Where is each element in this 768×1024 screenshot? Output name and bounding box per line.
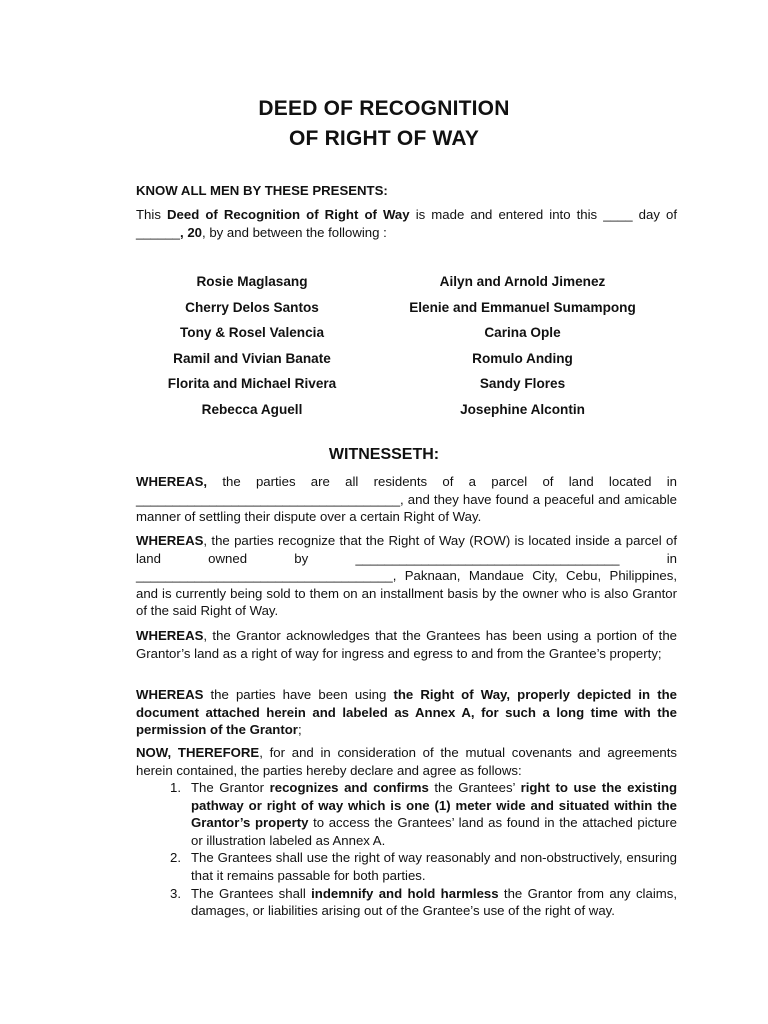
whereas-paragraph-1: WHEREAS, the parties are all residents of a parcel of land located in ____________________________________, and they have found a peaceful and amicable manner of settling their dispute over a certain Right of Way. [136, 474, 677, 525]
document-title-line-2: OF RIGHT OF WAY [288, 127, 480, 150]
list-item-text: The Grantees shall use the right of way reasonably and non-obstructively, ensuring that it remains passable for both parties. [191, 850, 677, 883]
party-name: Rosie Maglasang [196, 274, 308, 290]
witnesseth-heading: WITNESSETH: [328, 446, 440, 463]
party-name: Josephine Alcontin [460, 401, 585, 417]
party-name: Ailyn and Arnold Jimenez [439, 274, 606, 290]
party-row [136, 346, 677, 372]
party-row [136, 320, 677, 346]
whereas-paragraph-2: WHEREAS, the parties recognize that the Right of Way (ROW) is located inside a parcel of land owned by ____________________________________ in ___________________________________, Paknaan, Mandaue City, Cebu, Philippines, and is currently being sold to them on an installment basis by the owner who is also Grantor of the said Right of Way. [136, 533, 677, 619]
whereas-paragraph-3: WHEREAS, the Grantor acknowledges that the Grantees has been using a portion of the Grantor’s land as a right of way for ingress and egress to and from the Grantee’s property; [136, 628, 677, 661]
list-item [136, 849, 677, 884]
list-item-text: The Grantor recognizes and confirms the Grantees’ right to use the existing pathway or right of way which is one (1) meter wide and situated within the Grantor’s property to access the Grantees’ land as found in the attached picture or illustration labeled as Annex A. [191, 780, 677, 848]
party-name: Sandy Flores [479, 376, 566, 392]
party-name: Elenie and Emmanuel Sumampong [409, 299, 636, 315]
party-name: Rebecca Aguell [201, 401, 303, 417]
party-row [136, 397, 677, 423]
whereas-paragraph-4: WHEREAS the parties have been using the Right of Way, properly depicted in the document attached herein and labeled as Annex A, for such a long time with the permission of the Grantor; [136, 687, 677, 738]
agreement-list [136, 779, 677, 920]
list-number: 3. [170, 885, 181, 901]
party-row [136, 269, 677, 295]
party-name: Ramil and Vivian Banate [173, 350, 331, 366]
preamble-heading: KNOW ALL MEN BY THESE PRESENTS: [136, 183, 388, 198]
party-row [136, 295, 677, 321]
document-title-line-1: DEED OF RECOGNITION [258, 97, 510, 120]
party-row [136, 371, 677, 397]
list-item [136, 779, 677, 849]
intro-paragraph: This Deed of Recognition of Right of Way is made and entered into this ____ day of ______, 20, by and between the following : [136, 207, 677, 240]
party-name: Romulo Anding [472, 350, 573, 366]
now-therefore-paragraph: NOW, THEREFORE, for and in consideration of the mutual covenants and agreements herein contained, the parties hereby declare and agree as follows: [136, 745, 678, 778]
list-item-text: The Grantees shall indemnify and hold harmless the Grantor from any claims, damages, or liabilities arising out of the Grantee’s use of the right of way. [191, 885, 677, 919]
party-name: Florita and Michael Rivera [167, 376, 337, 392]
list-number: 1. [170, 780, 181, 795]
party-name: Tony & Rosel Valencia [179, 325, 325, 341]
list-number: 2. [170, 850, 181, 866]
list-item [136, 885, 677, 920]
parties-list [136, 269, 677, 422]
party-name: Carina Ople [484, 325, 561, 341]
party-name: Cherry Delos Santos [185, 299, 319, 315]
